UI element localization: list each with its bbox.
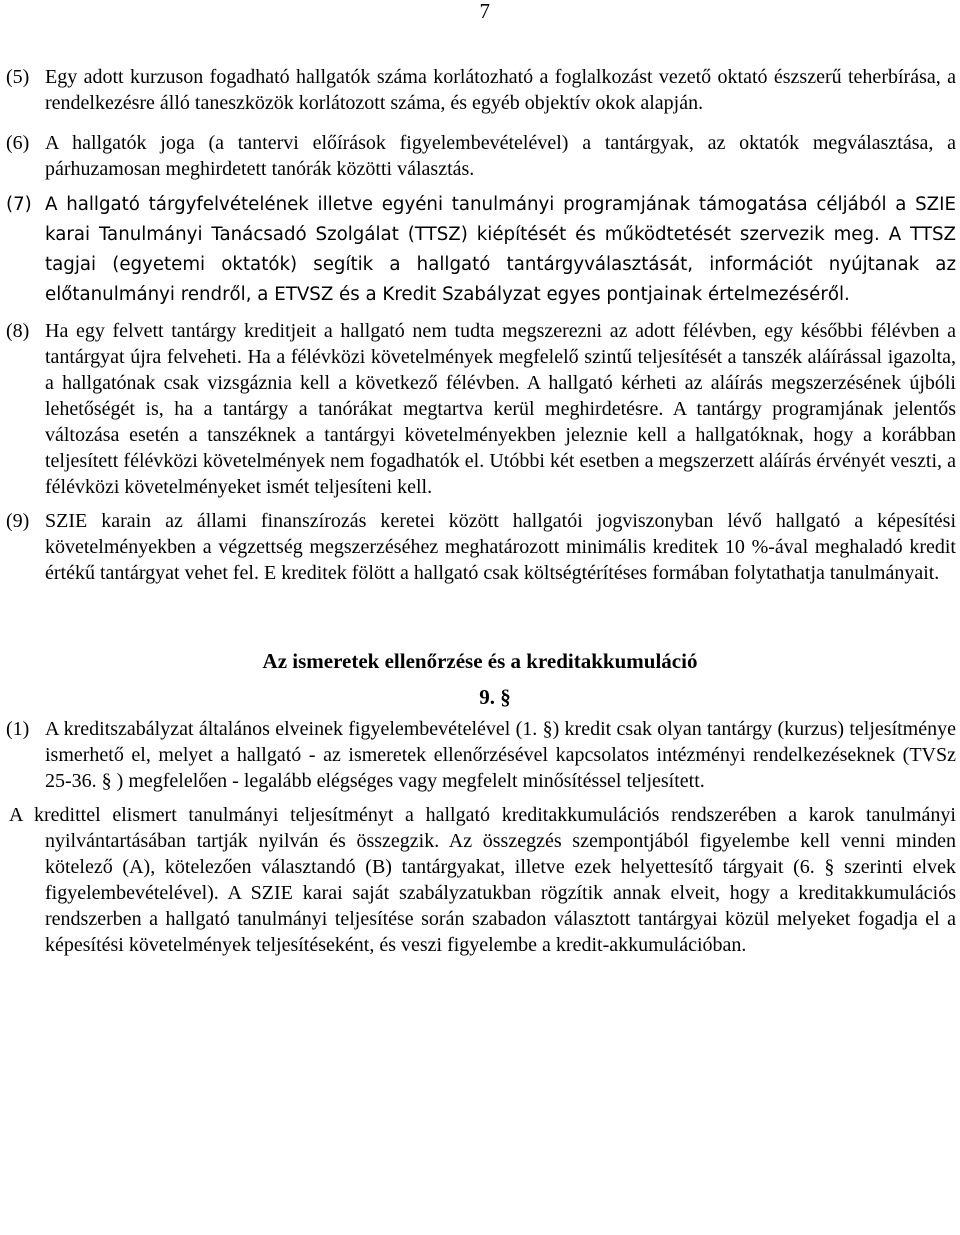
paragraph-text: Ha egy felvett tantárgy kreditjeit a hallgató nem tudta megszerezni az adott félévben, egy későbbi félévben a tantárgyat újra felveheti. Ha a félévközi követelmények megfelelő szintű teljesítését a tanszék aláírással igazolta, a hallgatónak csak vizsgáznia kell a következő félévben. A hallgató kérheti az aláírás megszerzésének újbóli lehetőségét is, ha a tantárgy a tanórákat megtartva kerül meghirdetésre. A tantárgy programjának jelentős változása esetén a tanszéknek a tantárgyi követelményekben jeleznie kell a hallgatóknak, hogy a korábban teljesített félévközi követelmények nem fogadhatók el. Utóbbi két esetben a megszerzett aláírás érvényét veszti, a félévközi követelményeket ismét teljesíteni kell. [45, 320, 956, 498]
paragraph-text: A hallgatók joga (a tantervi előírások figyelembevételével) a tantárgyak, az oktatók megválasztása, a párhuzamosan meghirdetett tanórák közötti választás. [45, 132, 956, 180]
paragraph-number: (5) [6, 66, 30, 88]
section-paragraph-1 [0, 716, 960, 794]
paragraph-text: A kreditszabályzat általános elveinek figyelembevételével (1. §) kredit csak olyan tantárgy (kurzus) teljesítménye ismerhető el, melyet a hallgató - az ismeretek ellenőrzésével kapcsolatos intézményi rendelkezéseknek (TVSz 25-36. § ) megfelelően - legalább elégséges vagy megfelelt minősítéssel teljesített. [45, 718, 956, 792]
section-title: Az ismeretek ellenőrzése és a kreditakkumuláció [262, 649, 698, 673]
paragraph-6 [0, 130, 960, 182]
paragraph-text: kredittel elismert tanulmányi teljesítményt a hallgató kreditakkumulációs rendszerében a karok tanulmányi nyilvántartásában tartják nyilván és összegzik. Az összegzés szempontjából figyelembe kell venni minden kötelező (A), kötelezően választandó (B) tantárgyakat, illetve ezek helyettesítő tárgyait (6. § szerinti elvek figyelembevételével). A SZIE karai saját szabályzatukban rögzítik annak elveit, hogy a kreditakkumulációs rendszerben a hallgató tanulmányi teljesítése során szabadon választott tantárgyai közül melyeket fogadja el a képesítési követelmények teljesítéseként, és veszi figyelembe a kredit-akkumulációban. [34, 804, 956, 956]
page-number: 7 [479, 0, 490, 23]
paragraph-number: (1) [6, 718, 30, 740]
document-body [0, 64, 960, 958]
paragraph-number: (9) [6, 510, 30, 532]
section-number: 9. § [479, 685, 511, 709]
paragraph-number: (7) [6, 194, 32, 215]
paragraph-9 [0, 508, 960, 586]
paragraph-text: SZIE karain az állami finanszírozás keretei között hallgatói jogviszonyban lévő hallgató a képesítési követelményekben a végzettség megszerzéséhez meghatározott minimális kreditek 10 %-ával meghaladó kredit értékű tantárgyat vehet fel. E kreditek fölött a hallgató csak költségtérítéses formában folytathatja tanulmányait. [45, 510, 956, 584]
section-paragraph-2 [0, 802, 960, 958]
paragraph-8 [0, 318, 960, 500]
paragraph-text: A hallgató tárgyfelvételének illetve egyéni tanulmányi programjának támogatása céljából a SZIE karai Tanulmányi Tanácsadó Szolgálat (TTSZ) kiépítését és működtetését szervezik meg. A TTSZ tagjai (egyetemi oktatók) segítik a hallgató tantárgyválasztását, információt nyújtanak az előtanulmányi rendről, a ETVSZ és a Kredit Szabályzat egyes pontjainak értelmezéséről. [45, 194, 956, 305]
paragraph-number: (8) [6, 320, 30, 342]
paragraph-number: (6) [6, 132, 30, 154]
paragraph-lead-word: A [9, 804, 23, 826]
paragraph-text: Egy adott kurzuson fogadható hallgatók száma korlátozható a foglalkozást vezető oktató észszerű teherbírása, a rendelkezésre álló taneszközök korlátozott száma, és egyéb objektív okok alapján. [45, 66, 956, 114]
paragraph-5 [0, 64, 960, 116]
paragraph-7 [0, 190, 960, 310]
